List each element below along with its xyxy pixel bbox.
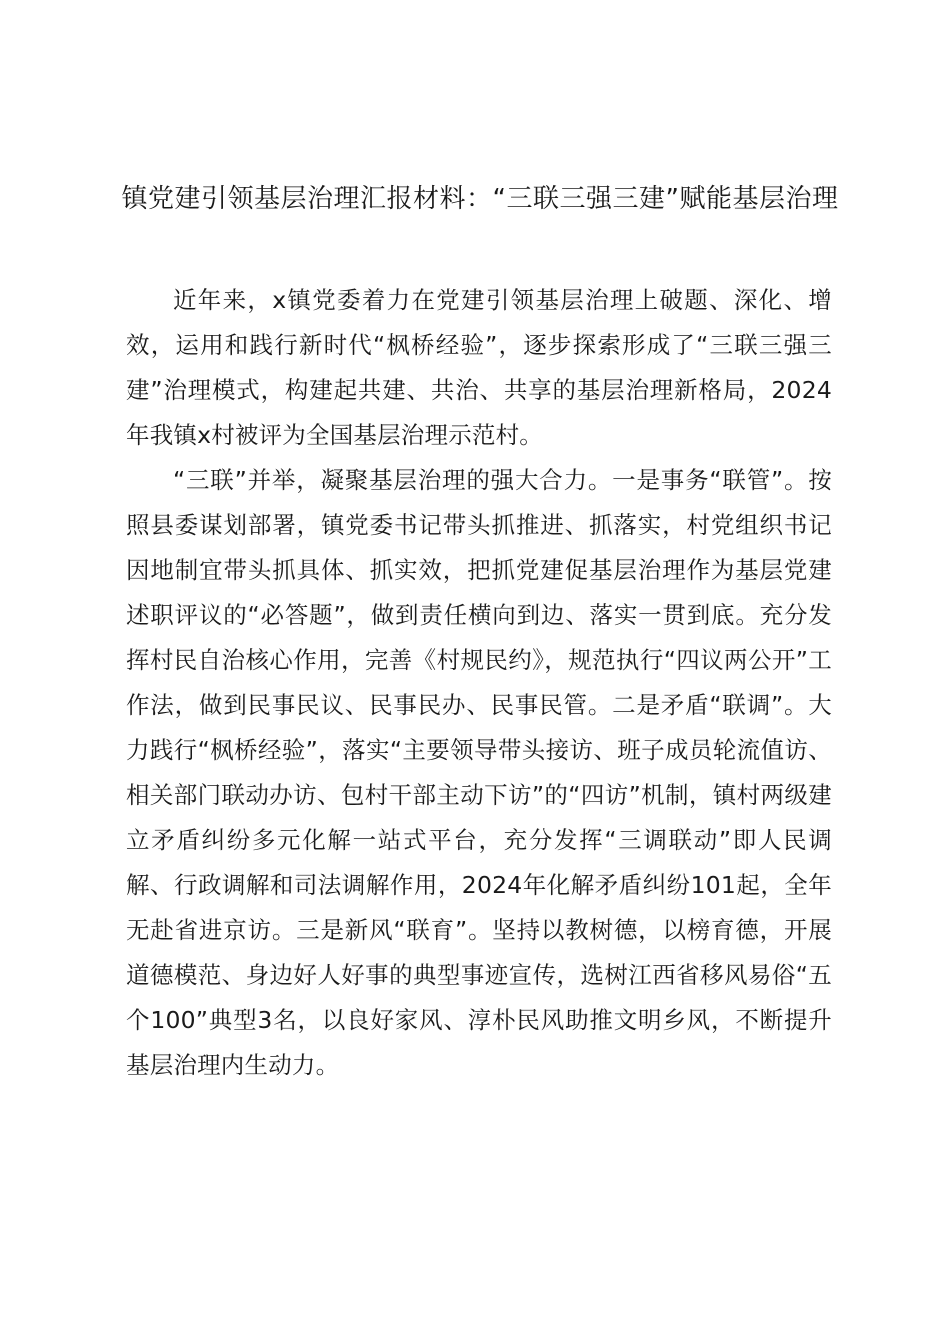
document-body <box>126 278 832 1088</box>
document-title: 镇党建引领基层治理汇报材料：“三联三强三建”赋能基层治理 <box>121 184 839 214</box>
paragraph-intro: 近年来，x镇党委着力在党建引领基层治理上破题、深化、增效，运用和践行新时代“枫桥经验”，逐步探索形成了“三联三强三建”治理模式，构建起共建、共治、共享的基层治理新格局，2024年我镇x村被评为全国基层治理示范村。 <box>126 286 832 449</box>
paragraph-san-lian: “三联”并举，凝聚基层治理的强大合力。一是事务“联管”。按照县委谋划部署，镇党委书记带头抓推进、抓落实，村党组织书记因地制宜带头抓具体、抓实效，把抓党建促基层治理作为基层党建述职评议的“必答题”，做到责任横向到边、落实一贯到底。充分发挥村民自治核心作用，完善《村规民约》，规范执行“四议两公开”工作法，做到民事民议、民事民办、民事民管。二是矛盾“联调”。大力践行“枫桥经验”，落实“主要领导带头接访、班子成员轮流值访、相关部门联动办访、包村干部主动下访”的“四访”机制，镇村两级建立矛盾纠纷多元化解一站式平台，充分发挥“三调联动”即人民调解、行政调解和司法调解作用，2024年化解矛盾纠纷101起，全年无赴省进京访。三是新风“联育”。坚持以教树德，以榜育德，开展道德模范、身边好人好事的典型事迹宣传，选树江西省移风易俗“五个100”典型3名，以良好家风、淳朴民风助推文明乡风，不断提升基层治理内生动力。 <box>126 466 832 1079</box>
